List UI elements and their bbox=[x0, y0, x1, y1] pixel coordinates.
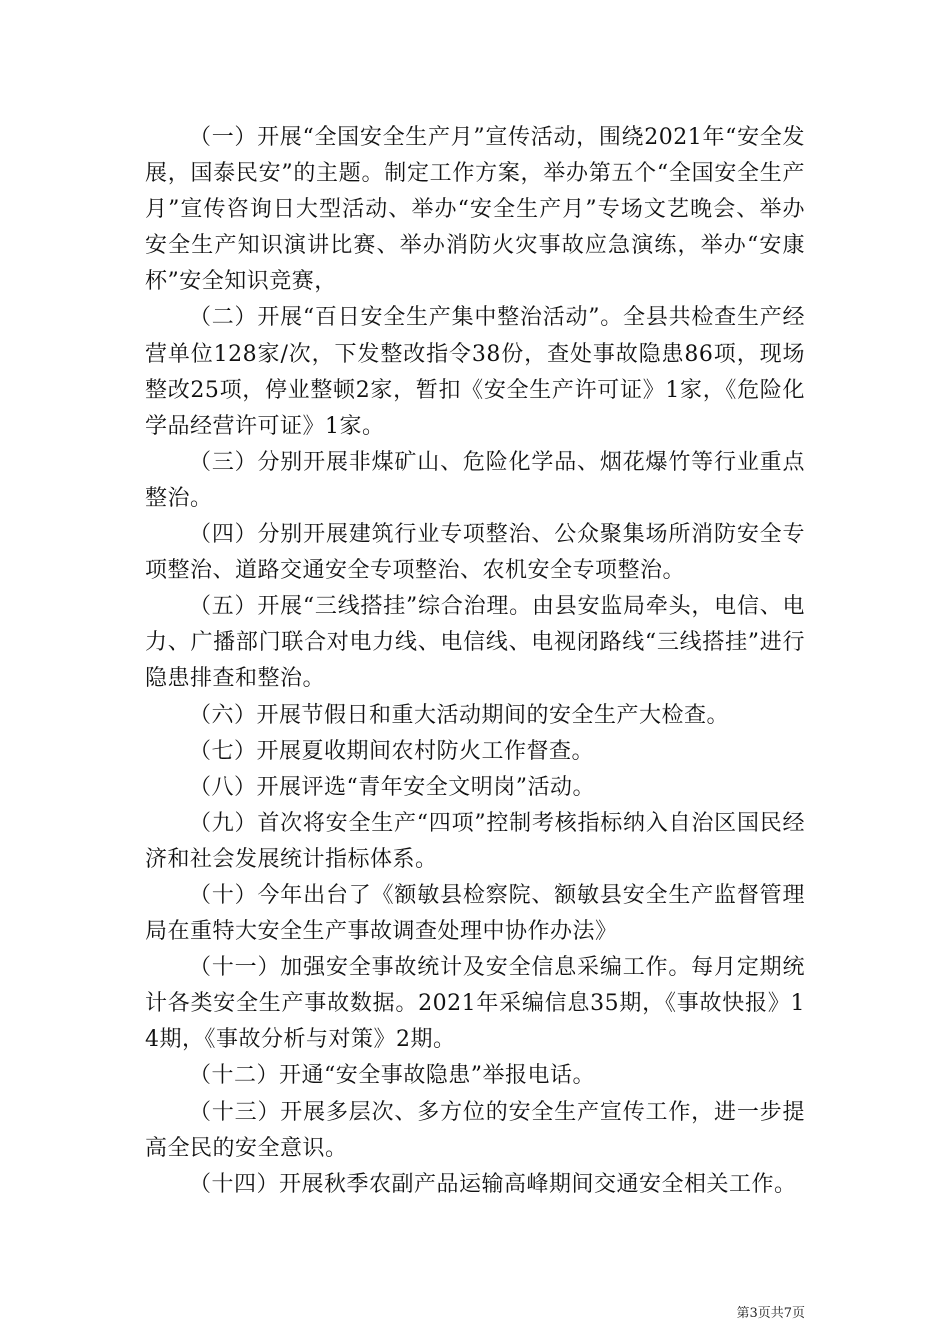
paragraph-4: （四）分别开展建筑行业专项整治、公众聚集场所消防安全专项整治、道路交通安全专项整治、农机安全专项整治。 bbox=[145, 522, 805, 584]
paragraph-11: （十一）加强安全事故统计及安全信息采编工作。每月定期统计各类安全生产事故数据。2021年采编信息35期，《事故快报》14期，《事故分析与对策》2期。 bbox=[145, 955, 805, 1053]
paragraph-3: （三）分别开展非煤矿山、危险化学品、烟花爆竹等行业重点整治。 bbox=[145, 449, 805, 511]
paragraph-1: （一）开展“全国安全生产月”宣传活动，围绕2021年“安全发展，国泰民安”的主题。制定工作方案，举办第五个“全国安全生产月”宣传咨询日大型活动、举办“安全生产月”专场文艺晚会、举办安全生产知识演讲比赛、举办消防火灾事故应急演练，举办“安康杯”安全知识竞赛， bbox=[145, 125, 805, 295]
paragraph-5: （五）开展“三线搭挂”综合治理。由县安监局牵头，电信、电力、广播部门联合对电力线、电信线、电视闭路线“三线搭挂”进行隐患排查和整治。 bbox=[145, 594, 805, 692]
document-body bbox=[145, 120, 805, 1203]
paragraph-7: （七）开展夏收期间农村防火工作督查。 bbox=[189, 738, 595, 764]
paragraph-2: （二）开展“百日安全生产集中整治活动”。全县共检查生产经营单位128家/次，下发整改指令38份，查处事故隐患86项，现场整改25项，停业整顿2家，暂扣《安全生产许可证》1家，《危险化学品经营许可证》1家。 bbox=[145, 305, 805, 439]
paragraph-8: （八）开展评选“青年安全文明岗”活动。 bbox=[189, 774, 595, 800]
paragraph-14: （十四）开展秋季农副产品运输高峰期间交通安全相关工作。 bbox=[189, 1171, 797, 1197]
page-number-footer: 第3页共7页 bbox=[736, 1306, 805, 1321]
paragraph-9: （九）首次将安全生产“四项”控制考核指标纳入自治区国民经济和社会发展统计指标体系。 bbox=[145, 810, 805, 872]
paragraph-6: （六）开展节假日和重大活动期间的安全生产大检查。 bbox=[189, 702, 730, 728]
paragraph-10: （十）今年出台了《额敏县检察院、额敏县安全生产监督管理局在重特大安全生产事故调查处理中协作办法》 bbox=[145, 882, 805, 945]
paragraph-13: （十三）开展多层次、多方位的安全生产宣传工作，进一步提高全民的安全意识。 bbox=[145, 1099, 805, 1161]
paragraph-12: （十二）开通“安全事故隐患”举报电话。 bbox=[189, 1063, 595, 1089]
